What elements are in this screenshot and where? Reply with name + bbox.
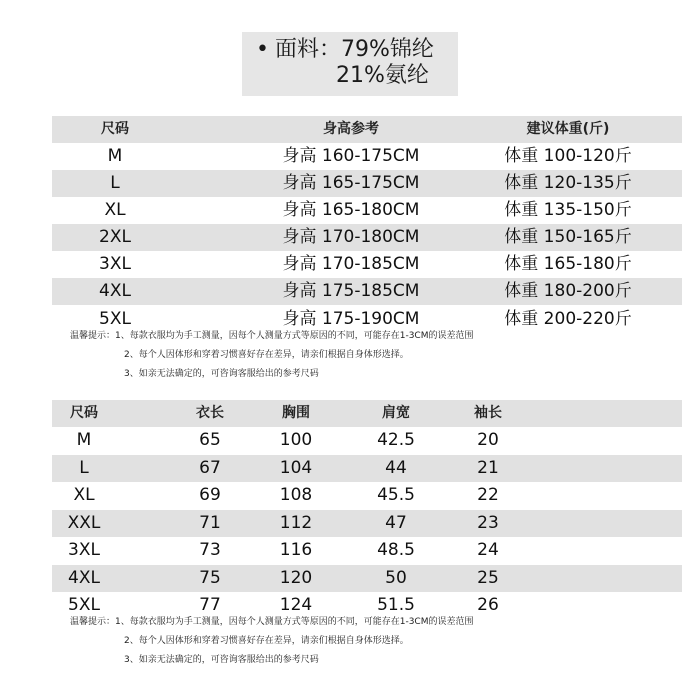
fabric-line-2: 21%氨纶 bbox=[336, 63, 429, 88]
size-cell: L bbox=[79, 458, 89, 478]
shoulder-cell: 48.5 bbox=[377, 540, 415, 560]
note-line-2: 2、每个人因体形和穿着习惯喜好存在差异，请亲们根据自身体形选择。 bbox=[124, 350, 409, 360]
table2-notes bbox=[70, 614, 473, 671]
table-row bbox=[52, 278, 682, 305]
size-cell: M bbox=[107, 146, 123, 166]
table-row bbox=[52, 251, 682, 278]
size-cell: 5XL bbox=[68, 595, 100, 615]
shoulder-cell: 42.5 bbox=[377, 430, 415, 450]
sleeve-cell: 20 bbox=[477, 430, 499, 450]
length-cell: 71 bbox=[199, 513, 221, 533]
table1-notes bbox=[70, 328, 473, 385]
table-row bbox=[52, 565, 682, 592]
chest-cell: 104 bbox=[279, 458, 313, 478]
shoulder-cell: 51.5 bbox=[377, 595, 415, 615]
height-cell: 身高 170-185CM bbox=[282, 254, 420, 274]
fabric-line-1 bbox=[256, 38, 434, 62]
height-cell: 身高 175-185CM bbox=[282, 281, 420, 301]
weight-cell: 体重 180-200斤 bbox=[504, 281, 632, 301]
length-cell: 73 bbox=[199, 540, 221, 560]
chest-cell: 120 bbox=[279, 568, 313, 588]
chest-cell: 100 bbox=[279, 430, 313, 450]
table-row bbox=[52, 143, 682, 170]
fabric-text-1: 面料：79%锦纶 bbox=[274, 37, 434, 62]
weight-cell: 体重 120-135斤 bbox=[504, 173, 632, 193]
table2-header-chest: 胸围 bbox=[282, 405, 310, 421]
chest-cell: 108 bbox=[279, 485, 313, 505]
size-cell: M bbox=[76, 430, 92, 450]
table-row bbox=[52, 482, 682, 509]
sleeve-cell: 21 bbox=[477, 458, 499, 478]
sleeve-cell: 22 bbox=[477, 485, 499, 505]
weight-cell: 体重 100-120斤 bbox=[504, 146, 632, 166]
size-cell: 4XL bbox=[68, 568, 100, 588]
height-cell: 身高 165-175CM bbox=[282, 173, 420, 193]
chest-cell: 112 bbox=[279, 513, 313, 533]
note-line-2: 2、每个人因体形和穿着习惯喜好存在差异，请亲们根据自身体形选择。 bbox=[124, 636, 409, 646]
table-row bbox=[52, 224, 682, 251]
size-cell: 5XL bbox=[99, 309, 131, 329]
fabric-composition-box bbox=[242, 32, 458, 96]
table-row bbox=[52, 510, 682, 537]
length-cell: 77 bbox=[199, 595, 221, 615]
table-row bbox=[52, 427, 682, 454]
table2-header-shoulder: 肩宽 bbox=[382, 405, 410, 421]
chest-cell: 116 bbox=[279, 540, 313, 560]
note-line-3: 3、如亲无法确定的，可咨询客服给出的参考尺码 bbox=[124, 655, 319, 665]
sleeve-cell: 26 bbox=[477, 595, 499, 615]
size-cell: 2XL bbox=[99, 227, 131, 247]
note-line-3: 3、如亲无法确定的，可咨询客服给出的参考尺码 bbox=[124, 369, 319, 379]
note-line-1: 温馨提示：1、每款衣服均为手工测量，因每个人测量方式等原因的不同，可能存在1-3CM的误差范围 bbox=[70, 331, 474, 341]
size-cell: XL bbox=[73, 485, 95, 505]
sleeve-cell: 24 bbox=[477, 540, 499, 560]
height-cell: 身高 175-190CM bbox=[282, 309, 420, 329]
table2-header-length: 衣长 bbox=[196, 405, 224, 421]
size-cell: 3XL bbox=[68, 540, 100, 560]
table1-header-weight: 建议体重(斤) bbox=[526, 121, 610, 137]
table1-header-size: 尺码 bbox=[101, 121, 129, 137]
size-cell: XXL bbox=[67, 513, 101, 533]
table2-header-sleeve: 袖长 bbox=[474, 405, 502, 421]
shoulder-cell: 50 bbox=[385, 568, 407, 588]
shoulder-cell: 45.5 bbox=[377, 485, 415, 505]
table-row bbox=[52, 537, 682, 564]
height-cell: 身高 170-180CM bbox=[282, 227, 420, 247]
fabric-bullet: • bbox=[256, 37, 269, 62]
length-cell: 67 bbox=[199, 458, 221, 478]
weight-cell: 体重 135-150斤 bbox=[504, 200, 632, 220]
weight-cell: 体重 200-220斤 bbox=[504, 309, 632, 329]
sleeve-cell: 25 bbox=[477, 568, 499, 588]
height-cell: 身高 165-180CM bbox=[282, 200, 420, 220]
table2-header-row bbox=[52, 400, 682, 427]
table-row bbox=[52, 197, 682, 224]
length-cell: 69 bbox=[199, 485, 221, 505]
length-cell: 65 bbox=[199, 430, 221, 450]
table1-header-height: 身高参考 bbox=[323, 121, 379, 137]
chest-cell: 124 bbox=[279, 595, 313, 615]
size-cell: 3XL bbox=[99, 254, 131, 274]
shoulder-cell: 44 bbox=[385, 458, 407, 478]
table-row bbox=[52, 455, 682, 482]
size-cell: L bbox=[110, 173, 120, 193]
size-cell: 4XL bbox=[99, 281, 131, 301]
table2-header-size: 尺码 bbox=[70, 405, 98, 421]
note-line-1: 温馨提示：1、每款衣服均为手工测量，因每个人测量方式等原因的不同，可能存在1-3CM的误差范围 bbox=[70, 617, 474, 627]
sleeve-cell: 23 bbox=[477, 513, 499, 533]
table-row bbox=[52, 170, 682, 197]
height-cell: 身高 160-175CM bbox=[282, 146, 420, 166]
weight-cell: 体重 150-165斤 bbox=[504, 227, 632, 247]
shoulder-cell: 47 bbox=[385, 513, 407, 533]
table1-header-row bbox=[52, 116, 682, 143]
length-cell: 75 bbox=[199, 568, 221, 588]
size-cell: XL bbox=[104, 200, 126, 220]
weight-cell: 体重 165-180斤 bbox=[504, 254, 632, 274]
